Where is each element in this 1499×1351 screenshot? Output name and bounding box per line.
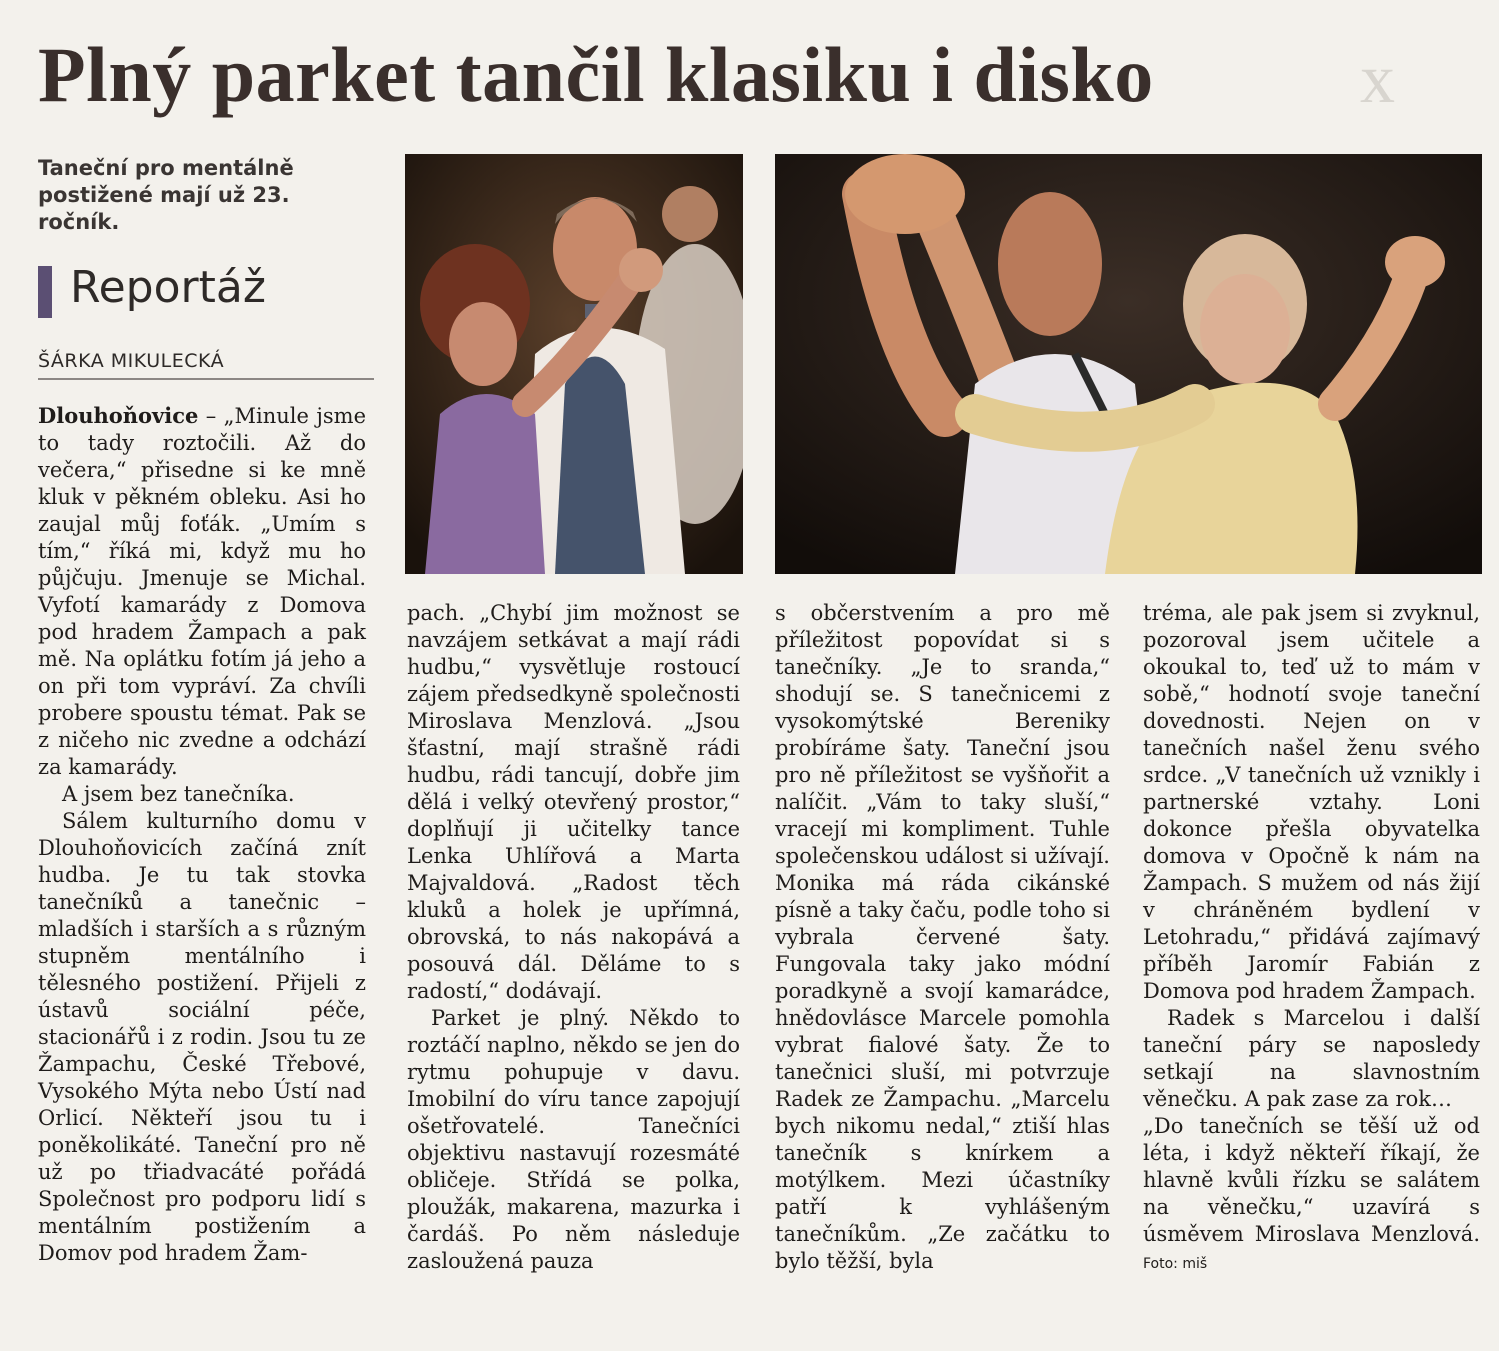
article-column-3 xyxy=(775,600,1110,1275)
paragraph: pach. „Chybí jim možnost se navzájem setkávat a mají rádi hudbu,“ vysvětluje rostoucí zájem předsedkyně společnosti Miroslava Menzlová. „Jsou šťastní, mají strašně rádi hudbu, rádi tancují, dobře jim dělá i velký otevřený prostor,“ doplňují ji učitelky tance Lenka Uhlířová a Marta Majvaldová. „Radost těch kluků a holek je upřímná, obrovská, to nás nakopává a posouvá dál. Děláme to s radostí,“ dodávají. xyxy=(407,601,740,1003)
dancing-couple-photo xyxy=(405,154,743,574)
subheadline: Taneční pro mentálně postižené mají už 23. ročník. xyxy=(38,156,294,234)
rubric-label: Reportáž xyxy=(70,262,266,313)
paragraph xyxy=(38,402,366,781)
dateline-place: Dlouhoňovice xyxy=(38,403,199,428)
article-column-2 xyxy=(407,600,740,1275)
headline: Plný parket tančil klasiku i disko xyxy=(38,31,1154,118)
paragraph: Parket je plný. Někdo to roztáčí naplno, někdo se jen do rytmu pohupuje v davu. Imobilní do víru tance zapojují ošetřovatelé. Tanečníci objektivu nastavují rozesmáté obličeje. Střídá se polka, ploužák, makarena, mazurka i čardáš. Po něm následuje zasloužená pauza xyxy=(407,1006,740,1273)
paragraph xyxy=(1143,1113,1480,1278)
paragraph: tréma, ale pak jsem si zvyknul, pozoroval jsem učitele a okoukal to, teď už to mám v sobě,“ hodnotí svoje taneční dovednosti. Nejen on v tanečních našel ženu svého srdce. „V tanečních už vznikly i partnerské vztahy. Loni dokonce přešla obyvatelka domova v Opočně k nám na Žampach. S mužem od nás žijí v chráněném bydlení v Letohradu,“ přidává zajímavý příběh Jaromír Fabián z Domova pod hradem Žampach. xyxy=(1143,601,1480,1003)
article-column-4 xyxy=(1143,600,1480,1278)
article-column-1 xyxy=(38,402,366,1267)
paragraph-text: „Do tanečních se těší už od léta, i když někteří říkají, že hlavně kvůli řízku se salátem na věnečku,“ uzavírá s úsměvem Miroslava Menzlová. xyxy=(1143,1114,1480,1246)
dancing-pair-raised-hands-photo xyxy=(775,154,1482,574)
paragraph-text: – „Minule jsme to tady roztočili. Až do večera,“ přisedne si ke mně kluk v pěkném obleku. Asi ho zaujal můj foťák. „Umím s tím,“ říká mi, když mu ho půjčuju. Jmenuje se Michal. Vyfotí kamarády z Domova pod hradem Žampach a pak mě. Na oplátku fotím já jeho a on při tom vypráví. Za chvíli probere spoustu témat. Pak se z ničeho nic zvedne a odchází za kamarády. xyxy=(38,404,366,779)
author-byline: ŠÁRKA MIKULECKÁ xyxy=(38,350,374,380)
paragraph: Radek s Marcelou i další taneční páry se naposledy setkají na slavnostním věnečku. A pak zase za rok… xyxy=(1143,1006,1480,1111)
rubric-bar xyxy=(38,266,52,318)
photo-credit: Foto: miš xyxy=(1143,1256,1208,1272)
paragraph: s občerstvením a pro mě příležitost popovídat si s tanečníky. „Je to sranda,“ shodují se. S tanečnicemi z vysokomýtské Bereniky probíráme šaty. Taneční jsou pro ně příležitost se vyšňořit a nalíčit. „Vám to taky sluší,“ vracejí mi kompliment. Tuhle společenskou událost si užívají. Monika má ráda cikánské písně a taky čaču, podle toho si vybrala červené šaty. Fungovala taky jako módní poradkyně a svojí kamarádce, hnědovlásce Marcele pomohla vybrat fialové šaty. Že to tanečnici sluší, mi potvrzuje Radek ze Žampachu. „Marcelu bych nikomu nedal,“ ztiší hlas tanečník s knírkem a motýlkem. Mezi účastníky patří k vyhlášeným tanečníkům. „Ze začátku to bylo těžší, byla xyxy=(775,601,1110,1273)
rubric-reportaz xyxy=(38,262,378,320)
paragraph: A jsem bez tanečníka. xyxy=(62,782,295,806)
adjacent-page-bleed: x xyxy=(1360,41,1395,118)
paragraph: Sálem kulturního domu v Dlouhoňovicích začíná znít hudba. Je tu tak stovka tanečníků a tanečnic – mladších i starších a s různým stupněm mentálního i tělesného postižení. Přijeli z ústavů sociální péče, stacionářů i z rodin. Jsou tu ze Žampachu, České Třebové, Vysokého Mýta nebo Ústí nad Orlicí. Někteří jsou tu i poněkolikáté. Taneční pro ně už po třiadvacáté pořádá Společnost pro podporu lidí s mentálním postižením a Domov pod hradem Žam- xyxy=(38,809,366,1265)
